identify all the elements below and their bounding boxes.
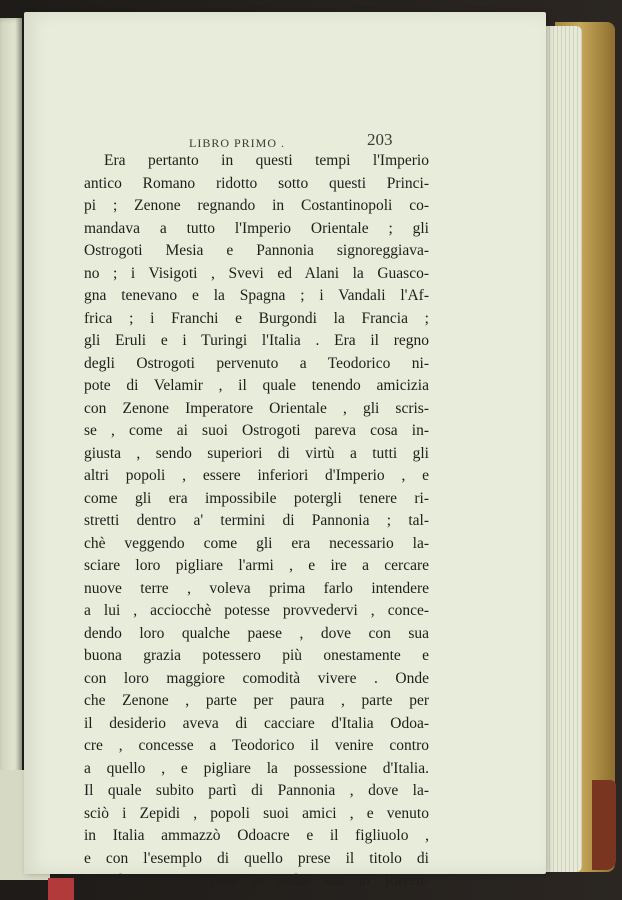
text-line: a quello , e pigliare la possessione d'Italia. xyxy=(84,759,429,777)
text-line: sciò i Zepidi , popoli suoi amici , e venuto xyxy=(84,804,429,822)
text-line: sciare loro pigliare l'armi , e ire a cercare xyxy=(84,557,429,574)
text-line: cre , concesse a Teodorico il venire contro xyxy=(84,737,429,754)
book-cover-corner xyxy=(592,780,616,870)
text-line: Re d'Italia , e pose la sedia sua in Raven- xyxy=(84,872,429,889)
text-line: dendo loro qualche paese , dove con sua xyxy=(84,624,429,642)
page-number: 203 xyxy=(367,130,393,149)
text-line: come gli era impossibile potergli tenere ri- xyxy=(84,489,429,507)
text-line: nuove terre , voleva prima farlo intendere xyxy=(84,579,429,597)
text-line: pote di Velamir , il quale tenendo amicizia xyxy=(84,377,429,394)
text-line: mandava a tutto l'Imperio Orientale ; gli xyxy=(84,219,429,237)
text-line: con Zenone Imperatore Orientale , gli scris- xyxy=(84,399,429,417)
text-line: Ostrogoti Mesia e Pannonia signoreggiava- xyxy=(84,242,429,259)
text-line: Il quale subito partì di Pannonia , dove la- xyxy=(84,782,429,799)
text-line: frica ; i Franchi e Burgondi la Francia ; xyxy=(84,309,429,327)
text-line: giusta , sendo superiori di virtù a tutti gli xyxy=(84,444,429,462)
left-page-edge xyxy=(0,18,22,868)
text-line: stretti dentro a' termini di Pannonia ; tal- xyxy=(84,512,429,529)
text-line: altri popoli , essere inferiori d'Imperio , e xyxy=(84,467,429,484)
text-line: in Italia ammazzò Odoacre e il figliuolo , xyxy=(84,827,429,844)
text-line: il desiderio aveva di cacciare d'Italia Odoa- xyxy=(84,714,429,732)
text-line: a lui , acciocchè potesse provvedervi , conce- xyxy=(84,602,429,619)
text-line: Era pertanto in questi tempi l'Imperio xyxy=(104,152,429,169)
text-line: e con l'esemplo di quello prese il titolo di xyxy=(84,849,429,867)
text-line: buona grazia potessero più onestamente e xyxy=(84,647,429,664)
text-line: se , come ai suoi Ostrogoti pareva cosa in- xyxy=(84,422,429,439)
text-line: con loro maggiore comodità vivere . Onde xyxy=(84,669,429,687)
text-line: gna tenevano e la Spagna ; i Vandali l'Af- xyxy=(84,287,429,304)
text-line: che Zenone , parte per paura , parte per xyxy=(84,692,429,709)
book-page xyxy=(24,12,546,889)
text-line: degli Ostrogoti pervenuto a Teodorico ni- xyxy=(84,354,429,372)
running-title: LIBRO PRIMO . xyxy=(189,136,286,150)
text-line: no ; i Visigoti , Svevi ed Alani la Guasco- xyxy=(84,264,429,282)
text-line: chè veggendo come gli era necessario la- xyxy=(84,534,429,552)
body-text xyxy=(84,150,429,893)
text-line: antico Romano ridotto sotto questi Princi- xyxy=(84,174,429,192)
text-line: pi ; Zenone regnando in Costantinopoli co- xyxy=(84,197,429,214)
bookmark-ribbon xyxy=(48,878,74,900)
text-line: gli Eruli e i Turingi l'Italia . Era il regno xyxy=(84,332,429,349)
